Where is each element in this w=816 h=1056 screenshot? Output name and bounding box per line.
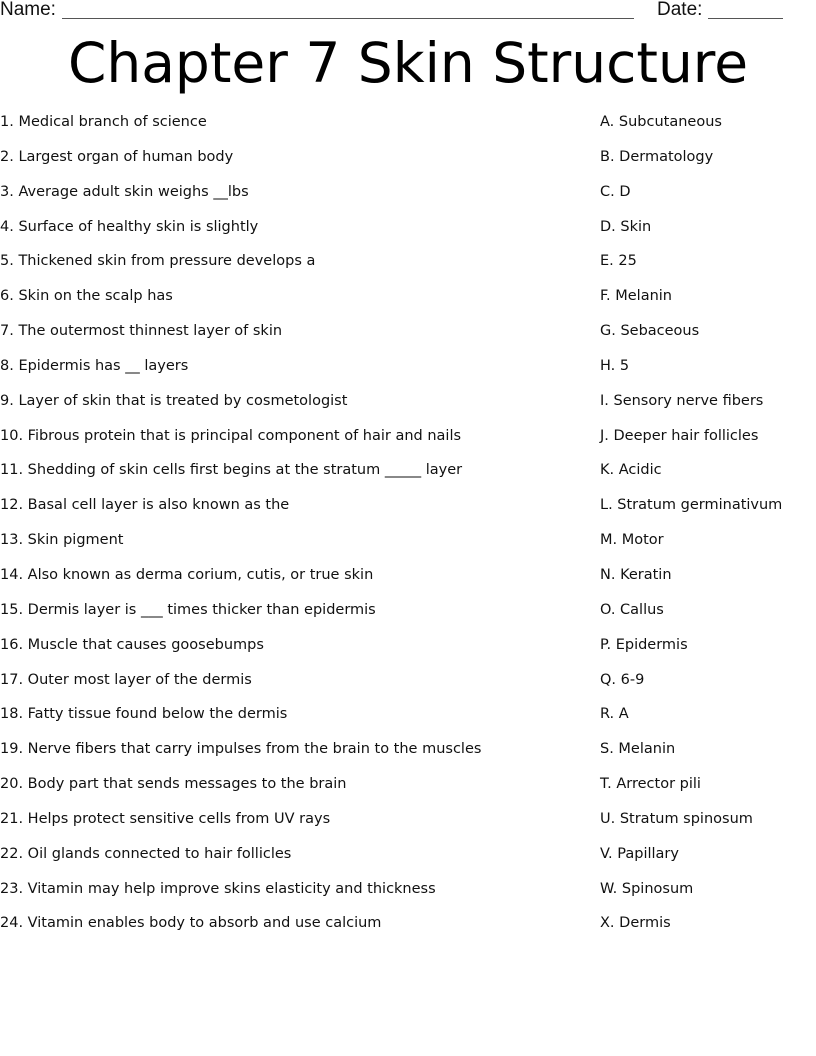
answer-item: L. Stratum germinativum xyxy=(600,497,783,514)
answer-item: E. 25 xyxy=(600,253,637,270)
answer-item: U. Stratum spinosum xyxy=(600,810,753,827)
answer-item: S. Melanin xyxy=(600,741,676,758)
question-item: 5. Thickened skin from pressure develops a xyxy=(0,253,316,270)
answer-item: N. Keratin xyxy=(600,566,672,583)
answer-item: J. Deeper hair follicles xyxy=(600,427,759,444)
question-item: 9. Layer of skin that is treated by cosmetologist xyxy=(0,392,348,409)
question-item: 19. Nerve fibers that carry impulses from the brain to the muscles xyxy=(0,741,482,758)
question-item: 20. Body part that sends messages to the brain xyxy=(0,776,347,793)
date-label: Date: xyxy=(657,0,703,20)
question-item: 8. Epidermis has __ layers xyxy=(0,357,189,374)
answer-item: R. A xyxy=(600,706,629,723)
question-item: 4. Surface of healthy skin is slightly xyxy=(0,218,259,235)
question-item: 15. Dermis layer is ___ times thicker than epidermis xyxy=(0,601,376,618)
answer-item: V. Papillary xyxy=(600,845,679,862)
question-item: 6. Skin on the scalp has xyxy=(0,288,173,305)
answer-item: X. Dermis xyxy=(600,915,671,932)
answer-item: H. 5 xyxy=(600,357,630,374)
question-item: 1. Medical branch of science xyxy=(0,114,207,130)
question-item: 13. Skin pigment xyxy=(0,532,124,549)
answer-item: I. Sensory nerve fibers xyxy=(600,392,764,409)
date-blank-line[interactable] xyxy=(708,18,783,19)
answer-item: B. Dermatology xyxy=(600,148,714,165)
answer-item: P. Epidermis xyxy=(600,636,688,653)
worksheet-header xyxy=(0,0,816,26)
answer-item: T. Arrector pili xyxy=(600,776,701,793)
question-item: 3. Average adult skin weighs __lbs xyxy=(0,183,249,200)
question-item: 14. Also known as derma corium, cutis, or true skin xyxy=(0,566,374,583)
name-label: Name: xyxy=(0,0,56,20)
question-item: 22. Oil glands connected to hair follicles xyxy=(0,845,292,862)
question-item: 17. Outer most layer of the dermis xyxy=(0,671,252,688)
answer-item: Q. 6-9 xyxy=(600,671,645,688)
questions-column xyxy=(0,110,590,946)
worksheet-title: Chapter 7 Skin Structure xyxy=(67,31,749,95)
answers-column xyxy=(600,110,810,946)
answer-item: A. Subcutaneous xyxy=(600,114,722,130)
question-item: 10. Fibrous protein that is principal component of hair and nails xyxy=(0,427,462,444)
answer-item: D. Skin xyxy=(600,218,652,235)
answer-item: G. Sebaceous xyxy=(600,323,700,340)
question-item: 18. Fatty tissue found below the dermis xyxy=(0,706,288,723)
answer-item: O. Callus xyxy=(600,601,664,618)
question-item: 2. Largest organ of human body xyxy=(0,148,234,165)
question-item: 16. Muscle that causes goosebumps xyxy=(0,636,264,653)
answer-item: K. Acidic xyxy=(600,462,662,479)
answer-item: F. Melanin xyxy=(600,288,672,305)
question-item: 7. The outermost thinnest layer of skin xyxy=(0,323,283,340)
answer-item: M. Motor xyxy=(600,532,664,549)
answer-item: C. D xyxy=(600,183,631,200)
question-item: 24. Vitamin enables body to absorb and use calcium xyxy=(0,915,382,932)
answer-item: W. Spinosum xyxy=(600,880,694,897)
name-blank-line[interactable] xyxy=(62,18,634,19)
question-item: 21. Helps protect sensitive cells from UV rays xyxy=(0,810,331,827)
question-item: 12. Basal cell layer is also known as the xyxy=(0,497,290,514)
question-item: 23. Vitamin may help improve skins elasticity and thickness xyxy=(0,880,436,897)
question-item: 11. Shedding of skin cells first begins at the stratum _____ layer xyxy=(0,462,463,479)
